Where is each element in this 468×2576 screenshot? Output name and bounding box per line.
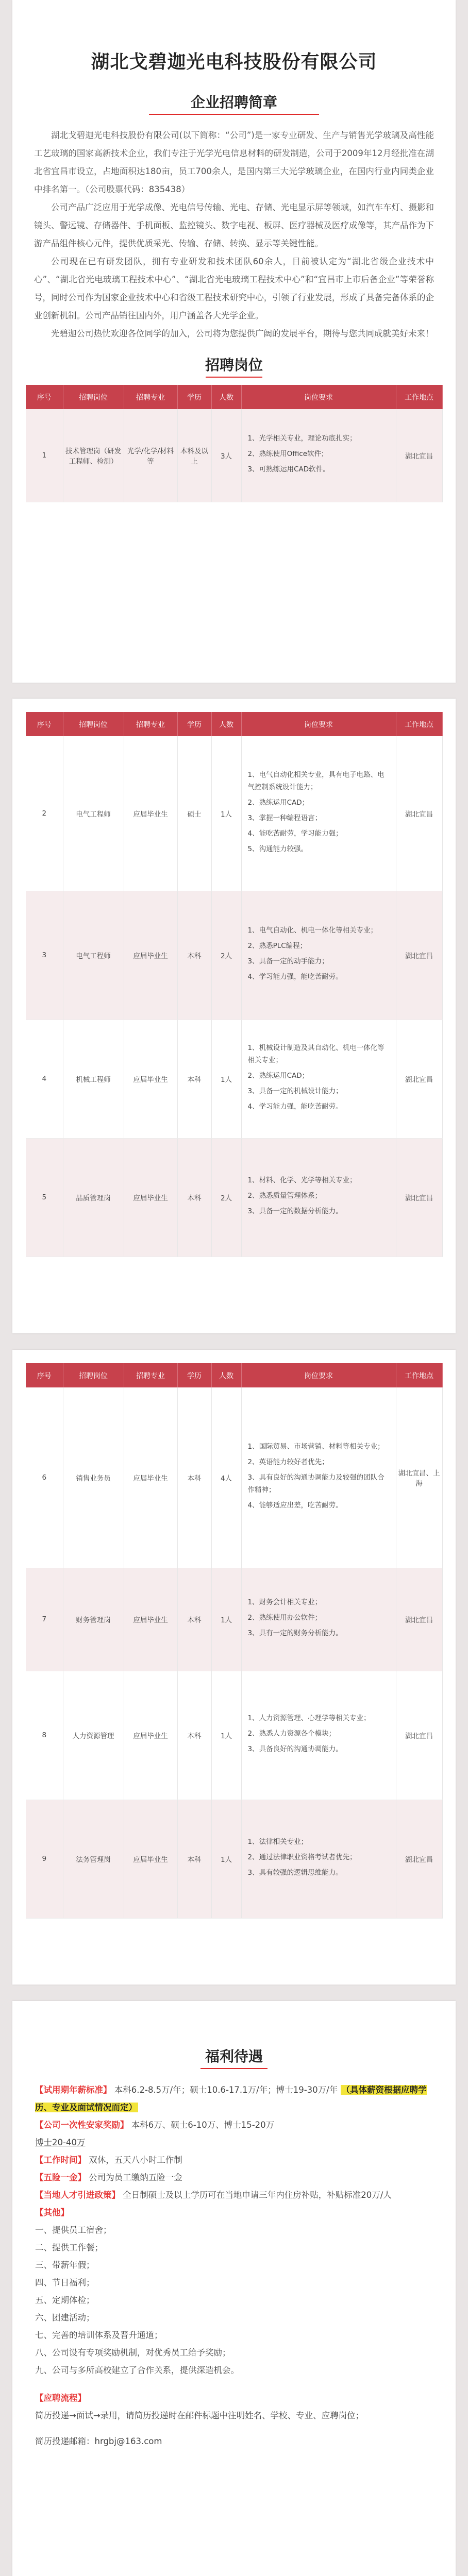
requirement-line: 3、具备一定的数据分析能力。 [247, 1207, 343, 1215]
cell-position: 财务管理岗 [63, 1568, 124, 1671]
intro-paragraph: 光碧迦公司热忱欢迎各位同学的加入，公司将为您提供广阔的发展平台，期待与您共同成就美好未来！ [51, 329, 434, 338]
welfare-item: 四、节日福利； [35, 2278, 95, 2287]
cell-position: 销售业务员 [63, 1387, 124, 1568]
cell-count: 3人 [211, 409, 241, 502]
requirement-line: 1、人力资源管理、心理学等相关专业； [247, 1714, 371, 1722]
cell-position: 电气工程师 [63, 891, 124, 1020]
table-row [26, 891, 442, 1020]
cell-location: 湖北宜昌、上海 [396, 1387, 442, 1568]
jobs-table-part-3 [26, 1363, 443, 1919]
jobs-title: 招聘岗位 [205, 357, 263, 374]
jobs-table-part-2 [26, 712, 443, 1257]
time-text: 双休，五天八小时工作制 [89, 2155, 182, 2165]
cell-count: 2人 [211, 891, 241, 1020]
col-header-major: 招聘专业 [124, 385, 177, 409]
col-header-count: 人数 [211, 385, 241, 409]
table-row [26, 1020, 442, 1138]
cell-major: 光学/化学/材料等 [124, 409, 177, 502]
brochure-title: 企业招聘简章 [190, 94, 277, 111]
requirement-line: 2、熟练使用办公软件； [247, 1614, 322, 1622]
welfare-title: 福利待遇 [205, 2048, 263, 2065]
cell-location: 湖北宜昌 [396, 736, 442, 891]
col-header-major: 招聘专业 [124, 1363, 177, 1387]
table-row [26, 1800, 442, 1918]
table-row [26, 409, 442, 502]
cell-degree: 本科 [177, 1671, 211, 1800]
requirement-line: 2、熟练运用CAD； [247, 1072, 309, 1080]
salary-label: 【试用期年薪标准】 [35, 2085, 112, 2095]
cell-count: 1人 [211, 736, 241, 891]
col-header-requirements: 岗位要求 [241, 712, 396, 736]
cell-requirements [241, 1387, 396, 1568]
cell-degree: 本科 [177, 1387, 211, 1568]
requirement-line: 1、财务会计相关专业； [247, 1598, 322, 1606]
other-label: 【其他】 [35, 2208, 69, 2217]
requirement-line: 2、通过法律职业资格考试者优先； [247, 1853, 357, 1861]
apply-label: 【应聘流程】 [35, 2393, 86, 2403]
jobs-card-3 [12, 1350, 456, 1985]
intro-paragraph: 公司产品广泛应用于光学成像、光电信号传输、光电、存储、光电显示屏等领域，如汽车车灯、摄影和镜头、警远镜、存储器件、手机面板、监控镜头、数字电视、板屏、医疗器械及医疗成像等，其产品作为下游产品组件核心元件，提供优质采光、传输、存储、转换、显示等关键性能。 [34, 202, 434, 248]
col-header-count: 人数 [211, 1363, 241, 1387]
cell-location: 湖北宜昌 [396, 891, 442, 1020]
cell-requirements [241, 736, 396, 891]
requirement-line: 1、机械设计制造及其自动化、机电一体化等相关专业； [247, 1044, 385, 1064]
cell-position: 品质管理岗 [63, 1138, 124, 1257]
jobs-table-part-1 [26, 385, 443, 502]
cell-degree: 本科 [177, 1800, 211, 1918]
time-label: 【工作时间】 [35, 2155, 86, 2165]
col-header-no: 序号 [26, 712, 63, 736]
col-header-major: 招聘专业 [124, 712, 177, 736]
welfare-item: 九、公司与多所高校建立了合作关系，提供深造机会。 [35, 2365, 239, 2375]
cell-position: 人力资源管理 [63, 1671, 124, 1800]
requirement-line: 3、具有良好的沟通协调能力及较强的团队合作精神； [247, 1473, 385, 1494]
cell-major: 应届毕业生 [124, 1020, 177, 1138]
cell-location: 湖北宜昌 [396, 1020, 442, 1138]
welfare-item: 七、完善的培训体系及晋升通道； [35, 2330, 163, 2340]
welfare-item: 五、定期体检； [35, 2295, 95, 2305]
company-name: 湖北戈碧迦光电科技股份有限公司 [91, 52, 377, 73]
cell-no: 7 [26, 1568, 63, 1671]
cell-no: 3 [26, 891, 63, 1020]
cell-position: 电气工程师 [63, 736, 124, 891]
cell-count: 1人 [211, 1671, 241, 1800]
cell-no: 4 [26, 1020, 63, 1138]
talent-line [35, 2187, 433, 2204]
col-header-degree: 学历 [177, 1363, 211, 1387]
requirement-line: 5、沟通能力较强。 [247, 844, 308, 853]
requirement-line: 1、法律相关专业； [247, 1838, 308, 1846]
cell-requirements [241, 891, 396, 1020]
col-header-position: 招聘岗位 [63, 1363, 124, 1387]
requirement-line: 3、具备一定的动手能力； [247, 957, 329, 965]
col-header-degree: 学历 [177, 712, 211, 736]
cell-major: 应届毕业生 [124, 1568, 177, 1671]
col-header-location: 工作地点 [396, 712, 442, 736]
welfare-item: 一、提供员工宿舍； [35, 2225, 112, 2235]
requirement-line: 3、具备良好的沟通协调能力。 [247, 1745, 343, 1753]
intro-paragraph: 湖北戈碧迦光电科技股份有限公司(以下简称：“公司”)是一家专业研发、生产与销售光学玻璃及高性能工艺玻璃的国家高新技术企业，我们专注于光学光电信息材料的研发制造，公司于2009年12月经批准在湖北省宜昌市设立，占地面积达180亩，员工700余人，是国内第三大光学玻璃企业，在国内行业内同类企业中排名第一。（公司股票代码：835438） [34, 130, 434, 194]
requirement-line: 1、国际贸易、市场营销、材料等相关专业； [247, 1442, 385, 1451]
requirement-line: 3、具有较强的逻辑思维能力。 [247, 1869, 343, 1877]
jobs-card-2 [12, 699, 456, 1333]
welfare-item: 六、团建活动； [35, 2313, 95, 2323]
cell-count: 1人 [211, 1800, 241, 1918]
email-text[interactable]: 简历投递邮箱：hrgbj@163.com [35, 2436, 162, 2446]
time-line [35, 2151, 433, 2169]
requirement-line: 1、光学相关专业，理论功底扎实； [247, 434, 357, 443]
table-row [26, 1671, 442, 1800]
welfare-item: 八、公司设有专项奖励机制，对优秀员工给予奖励； [35, 2348, 231, 2358]
col-header-degree: 学历 [177, 385, 211, 409]
cell-requirements [241, 409, 396, 502]
col-header-position: 招聘岗位 [63, 385, 124, 409]
cell-requirements [241, 1568, 396, 1671]
bonus-label: 【公司一次性安家奖励】 [35, 2120, 129, 2130]
cell-no: 9 [26, 1800, 63, 1918]
requirement-line: 4、学习能力强，能吃苦耐劳。 [247, 1103, 343, 1111]
cell-major: 应届毕业生 [124, 1138, 177, 1257]
table-row [26, 1568, 442, 1671]
bonus-line [35, 2116, 433, 2134]
cell-major: 应届毕业生 [124, 736, 177, 891]
cell-position: 机械工程师 [63, 1020, 124, 1138]
requirement-line: 2、熟练运用CAD； [247, 798, 309, 807]
requirement-line: 2、英语能力较好者优先； [247, 1458, 329, 1466]
cell-major: 应届毕业生 [124, 1671, 177, 1800]
requirement-line: 3、可熟练运用CAD软件。 [247, 465, 330, 473]
table-row [26, 1138, 442, 1257]
talent-text: 全日制硕士及以上学历可在当地申请三年内住房补贴，补贴标准20万/人 [123, 2190, 392, 2200]
welfare-card [12, 2001, 456, 2576]
cell-degree: 本科及以上 [177, 409, 211, 502]
cell-degree: 本科 [177, 1138, 211, 1257]
cell-no: 2 [26, 736, 63, 891]
intro-card [12, 0, 456, 683]
insurance-line [35, 2169, 433, 2187]
requirement-line: 1、材料、化学、光学等相关专业； [247, 1176, 357, 1184]
col-header-no: 序号 [26, 385, 63, 409]
requirement-line: 1、电气自动化相关专业，具有电子电路、电气控制系统设计能力； [247, 770, 385, 791]
cell-major: 应届毕业生 [124, 1800, 177, 1918]
col-header-count: 人数 [211, 712, 241, 736]
cell-count: 1人 [211, 1020, 241, 1138]
intro-paragraph: 公司现在已有研发团队，拥有专业研发和技术团队60余人，目前被认定为“湖北省级企业技术中心”、“湖北省光电玻璃工程技术中心”、“湖北省光电玻璃工程技术中心”和“宜昌市上市后备企业”等荣誉称号，同时公司作为国家企业技术中心和省级工程技术研究中心，引领了行业发展，形成了具备完备体系的企业创新机制。公司产品销往国内外，用户涵盖各大光学企业。 [34, 257, 434, 320]
requirement-line: 2、熟练使用Office软件； [247, 449, 328, 458]
requirement-line: 2、熟悉人力资源各个模块； [247, 1730, 336, 1738]
requirement-line: 3、具有一定的财务分析能力。 [247, 1629, 343, 1637]
requirement-line: 3、具备一定的机械设计能力； [247, 1087, 343, 1095]
table-row [26, 736, 442, 891]
cell-location: 湖北宜昌 [396, 1800, 442, 1918]
col-header-no: 序号 [26, 1363, 63, 1387]
col-header-position: 招聘岗位 [63, 712, 124, 736]
requirement-line: 2、熟悉质量管理体系； [247, 1192, 322, 1200]
cell-major: 应届毕业生 [124, 1387, 177, 1568]
cell-no: 6 [26, 1387, 63, 1568]
cell-position: 法务管理岗 [63, 1800, 124, 1918]
cell-degree: 本科 [177, 1568, 211, 1671]
cell-requirements [241, 1671, 396, 1800]
cell-count: 2人 [211, 1138, 241, 1257]
col-header-location: 工作地点 [396, 1363, 442, 1387]
cell-location: 湖北宜昌 [396, 1138, 442, 1257]
cell-position: 技术管理岗（研发工程师、检测） [63, 409, 124, 502]
requirement-line: 4、能够适应出差，吃苦耐劳。 [247, 1501, 343, 1510]
cell-location: 湖北宜昌 [396, 409, 442, 502]
salary-note: （具体薪资根据应聘学历、专业及面试情况而定） [35, 2085, 427, 2112]
cell-no: 1 [26, 409, 63, 502]
col-header-location: 工作地点 [396, 385, 442, 409]
requirement-line: 2、熟悉PLC编程； [247, 942, 307, 950]
cell-count: 1人 [211, 1568, 241, 1671]
cell-no: 5 [26, 1138, 63, 1257]
insurance-label: 【五险一金】 [35, 2173, 86, 2182]
cell-no: 8 [26, 1671, 63, 1800]
cell-requirements [241, 1138, 396, 1257]
housing-line: 博士20-40万 [35, 2138, 86, 2147]
cell-requirements [241, 1020, 396, 1138]
table-row [26, 1387, 442, 1568]
cell-major: 应届毕业生 [124, 891, 177, 1020]
insurance-text: 公司为员工缴纳五险一金 [89, 2173, 182, 2182]
bonus-text: 本科6万、硕士6-10万、博士15-20万 [131, 2120, 275, 2130]
requirement-line: 3、掌握一种编程语言； [247, 814, 322, 822]
welfare-body [12, 2069, 456, 2450]
welfare-item: 三、带薪年假； [35, 2260, 95, 2270]
apply-text: 简历投递→面试→录用，请简历投递时在邮件标题中注明姓名、学校、专业、应聘岗位； [35, 2411, 364, 2420]
intro-text [12, 115, 456, 343]
cell-degree: 本科 [177, 1020, 211, 1138]
requirement-line: 4、能吃苦耐劳，学习能力强； [247, 829, 343, 838]
requirement-line: 4、学习能力强，能吃苦耐劳。 [247, 973, 343, 981]
salary-line [35, 2081, 433, 2116]
cell-location: 湖北宜昌 [396, 1568, 442, 1671]
salary-text: 本科6.2-8.5万/年；硕士10.6-17.1万/年；博士19-30万/年 [114, 2085, 338, 2095]
cell-requirements [241, 1800, 396, 1918]
cell-count: 4人 [211, 1387, 241, 1568]
col-header-requirements: 岗位要求 [241, 1363, 396, 1387]
talent-label: 【当地人才引进政策】 [35, 2190, 120, 2200]
cell-location: 湖北宜昌 [396, 1671, 442, 1800]
requirement-line: 1、电气自动化、机电一体化等相关专业； [247, 926, 378, 935]
col-header-requirements: 岗位要求 [241, 385, 396, 409]
welfare-item: 二、提供工作餐； [35, 2243, 103, 2252]
cell-degree: 本科 [177, 891, 211, 1020]
cell-degree: 硕士 [177, 736, 211, 891]
